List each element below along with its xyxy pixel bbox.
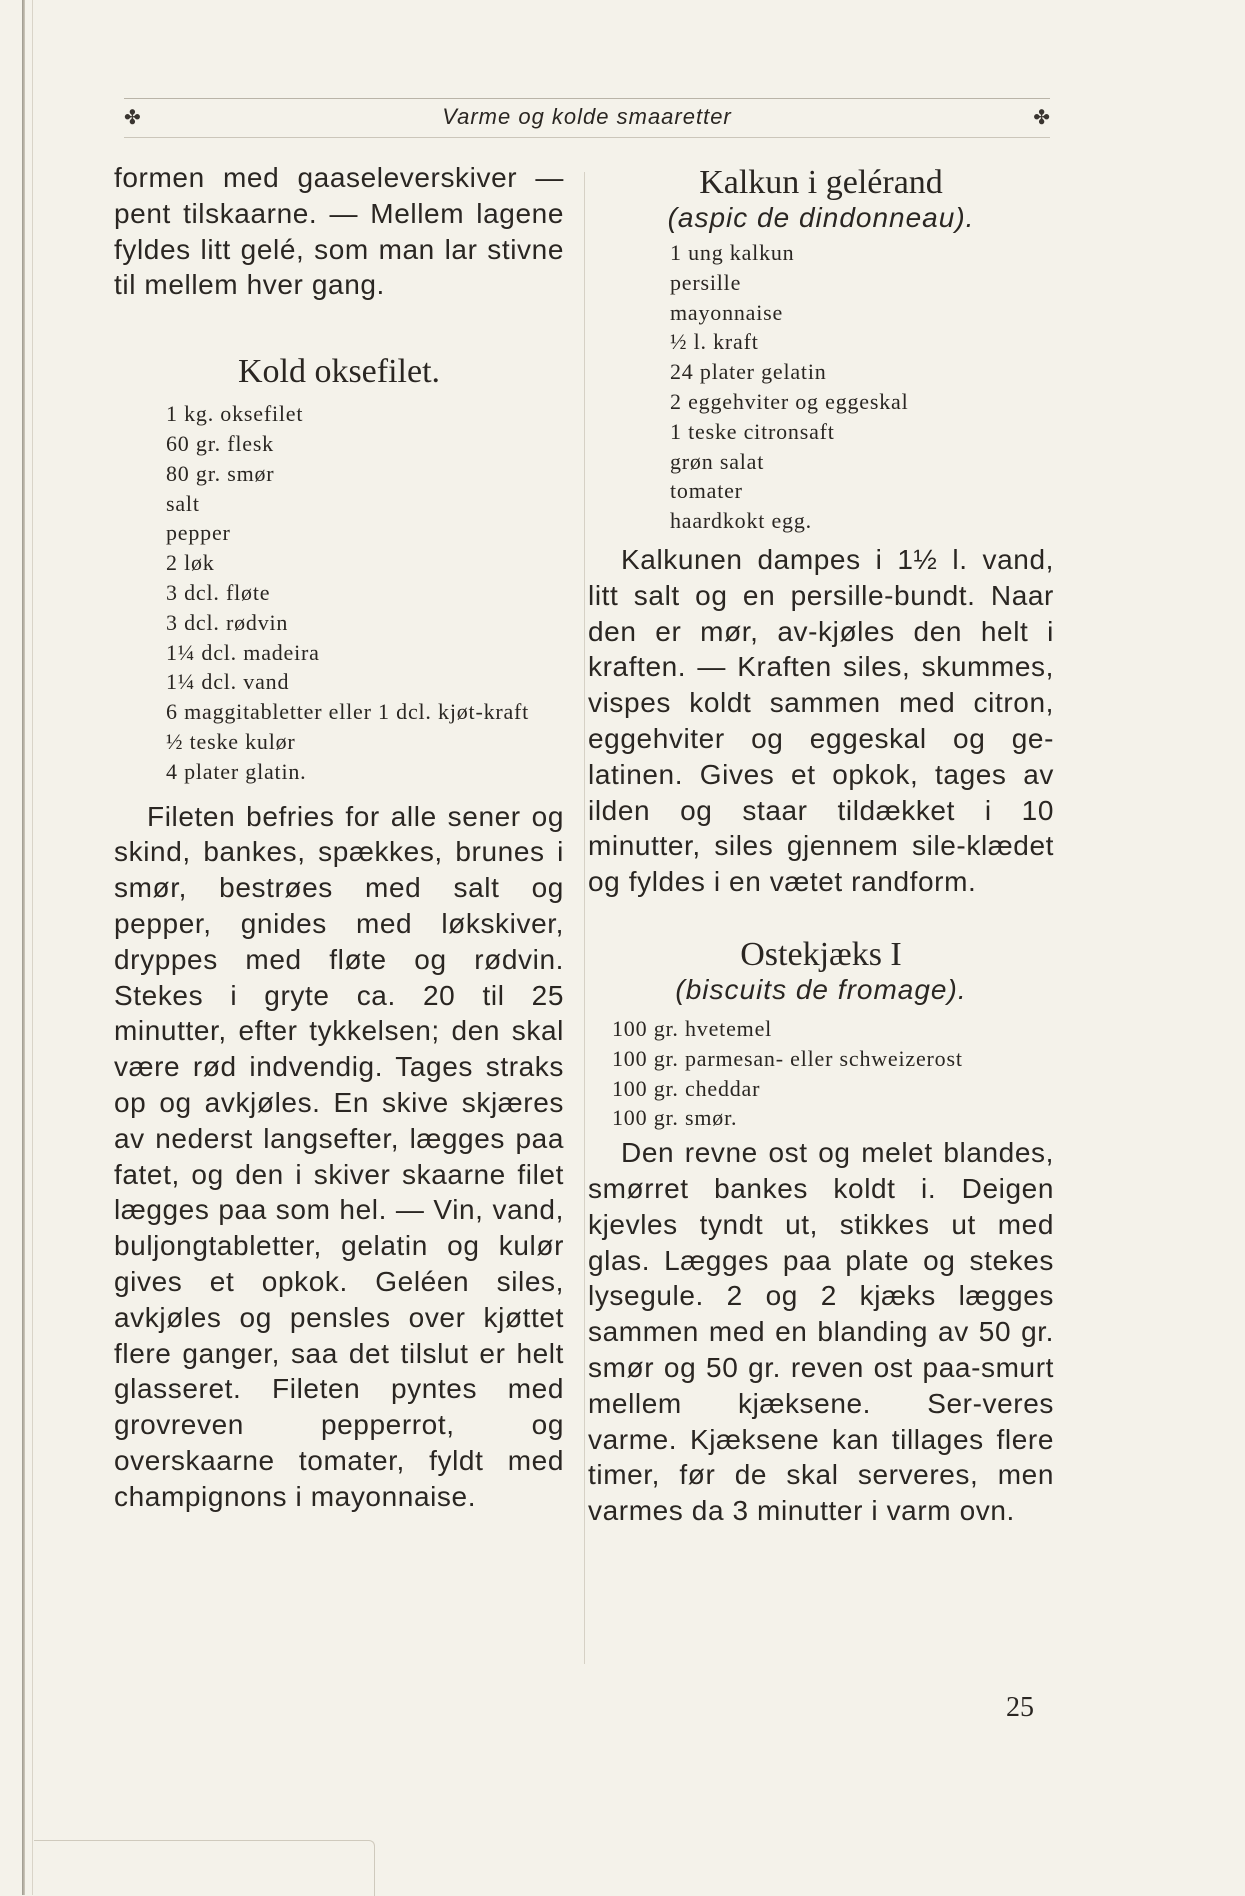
ingredient-item: 1¼ dcl. madeira xyxy=(166,639,320,665)
page-number: 25 xyxy=(1006,1692,1034,1723)
book-spine-edge xyxy=(22,0,25,1895)
ingredient-item: 1 ung kalkun xyxy=(670,240,795,265)
ingredient-item: ½ teske kulør xyxy=(166,728,296,754)
right-column xyxy=(588,160,1054,1529)
ingredient-item: 60 gr. flesk xyxy=(166,430,274,456)
ingredient-list-oksefilet xyxy=(166,399,564,786)
running-header-title: Varme og kolde smaaretter xyxy=(442,104,732,129)
ingredient-item: 2 løk xyxy=(166,550,215,576)
ingredient-item: 4 plater glatin. xyxy=(166,758,307,784)
recipe-title-kalkun: Kalkun i gelérand xyxy=(699,164,943,201)
recipe-title-ostekjaeks: Ostekjæks I xyxy=(740,935,902,973)
ingredient-item: salt xyxy=(166,490,200,516)
ingredient-item: haardkokt egg. xyxy=(670,508,812,534)
ornament-right-icon: ✤ xyxy=(1033,105,1050,129)
ingredient-item: mayonnaise xyxy=(670,299,784,325)
recipe-title-kold-oksefilet: Kold oksefilet. xyxy=(237,353,441,391)
ornament-left-icon: ✤ xyxy=(124,105,141,129)
column-divider xyxy=(584,172,585,1664)
ingredient-item: 6 maggitabletter eller 1 dcl. kjøt-kraft xyxy=(166,699,530,725)
ingredient-item: 2 eggehviter og eggeskal xyxy=(670,388,909,414)
ingredient-item: 24 plater gelatin xyxy=(670,359,827,385)
continuation-text: formen med gaaseleverskiver — pent tilskaarne. — Mellem lagene fyldes litt gelé, som man lar stivne til mellem hver gang. xyxy=(114,162,564,301)
ingredient-list-ostekjaeks xyxy=(612,1014,1054,1133)
page-edge-line xyxy=(32,0,33,1895)
recipe-subtitle-ostekjaeks: (biscuits de fromage). xyxy=(675,973,967,1005)
ingredient-item: 100 gr. cheddar xyxy=(612,1075,761,1101)
method-text-kalkun: Kalkunen dampes i 1½ l. vand, litt salt og en persille-bundt. Naar den er mør, av-kjøles den helt i kraften. — Kraften siles, skummes, vispes koldt sammen med citron, eggehviter og eggeskal og ge-latinen. Gives et opkok, tages av ilden og staar tildækket i 10 minutter, siles gjennem sile-klædet og fyldes i en vætet randform. xyxy=(588,543,1054,898)
ingredient-item: 80 gr. smør xyxy=(166,460,275,486)
page-corner-shadow xyxy=(34,1840,375,1896)
method-text-oksefilet: Fileten befries for alle sener og skind, bankes, spækkes, brunes i smør, bestrøes med salt og pepper, gnides med løkskiver, dryppes med fløte og rødvin. Stekes i gryte ca. 20 til 25 minutter, efter tykkelsen; den skal være rød indvendig. Tages straks op og avkjøles. En skive skjæres av nederst langsefter, lægges paa fatet, og den i skiver skaarne filet lægges paa som hel. — Vin, vand, buljongtabletter, gelatin og kulør gives et opkok. Geléen siles, avkjøles og pensles over kjøttet flere ganger, saa det tilslut er helt glasseret. Fileten pyntes med grovreven pepperrot, og overskaarne tomater, fyldt med champignons i mayonnaise. xyxy=(114,800,564,1512)
ingredient-item: pepper xyxy=(166,520,231,546)
method-text-ostekjaeks: Den revne ost og melet blandes, smørret bankes koldt i. Deigen kjevles tyndt ut, stikkes ut med glas. Lægges paa plate og stekes lysegule. 2 og 2 kjæks lægges sammen med en blanding av 50 gr. smør og 50 gr. reven ost paa-smurt mellem kjæksene. Ser-veres varme. Kjæksene kan tillages flere timer, før de skal serveres, men varmes da 3 minutter i varm ovn. xyxy=(588,1137,1054,1527)
ingredient-item: 100 gr. parmesan- eller schweizerost xyxy=(612,1045,963,1071)
ingredient-item: 1 teske citronsaft xyxy=(670,418,835,444)
running-header xyxy=(124,98,1050,138)
ingredient-item: ½ l. kraft xyxy=(670,329,759,355)
ingredient-item: 3 dcl. fløte xyxy=(166,579,271,605)
ingredient-item: 1¼ dcl. vand xyxy=(166,669,290,695)
left-column xyxy=(114,160,564,1514)
ingredient-list-kalkun xyxy=(670,238,1054,536)
ingredient-item: 3 dcl. rødvin xyxy=(166,609,289,635)
ingredient-item: 100 gr. hvetemel xyxy=(612,1015,773,1041)
recipe-subtitle-kalkun: (aspic de dindonneau). xyxy=(667,202,975,233)
ingredient-item: tomater xyxy=(670,478,743,504)
ingredient-item: 100 gr. smør. xyxy=(612,1105,738,1131)
ingredient-item: persille xyxy=(670,269,742,295)
ingredient-item: grøn salat xyxy=(670,448,765,474)
ingredient-item: 1 kg. oksefilet xyxy=(166,401,304,427)
